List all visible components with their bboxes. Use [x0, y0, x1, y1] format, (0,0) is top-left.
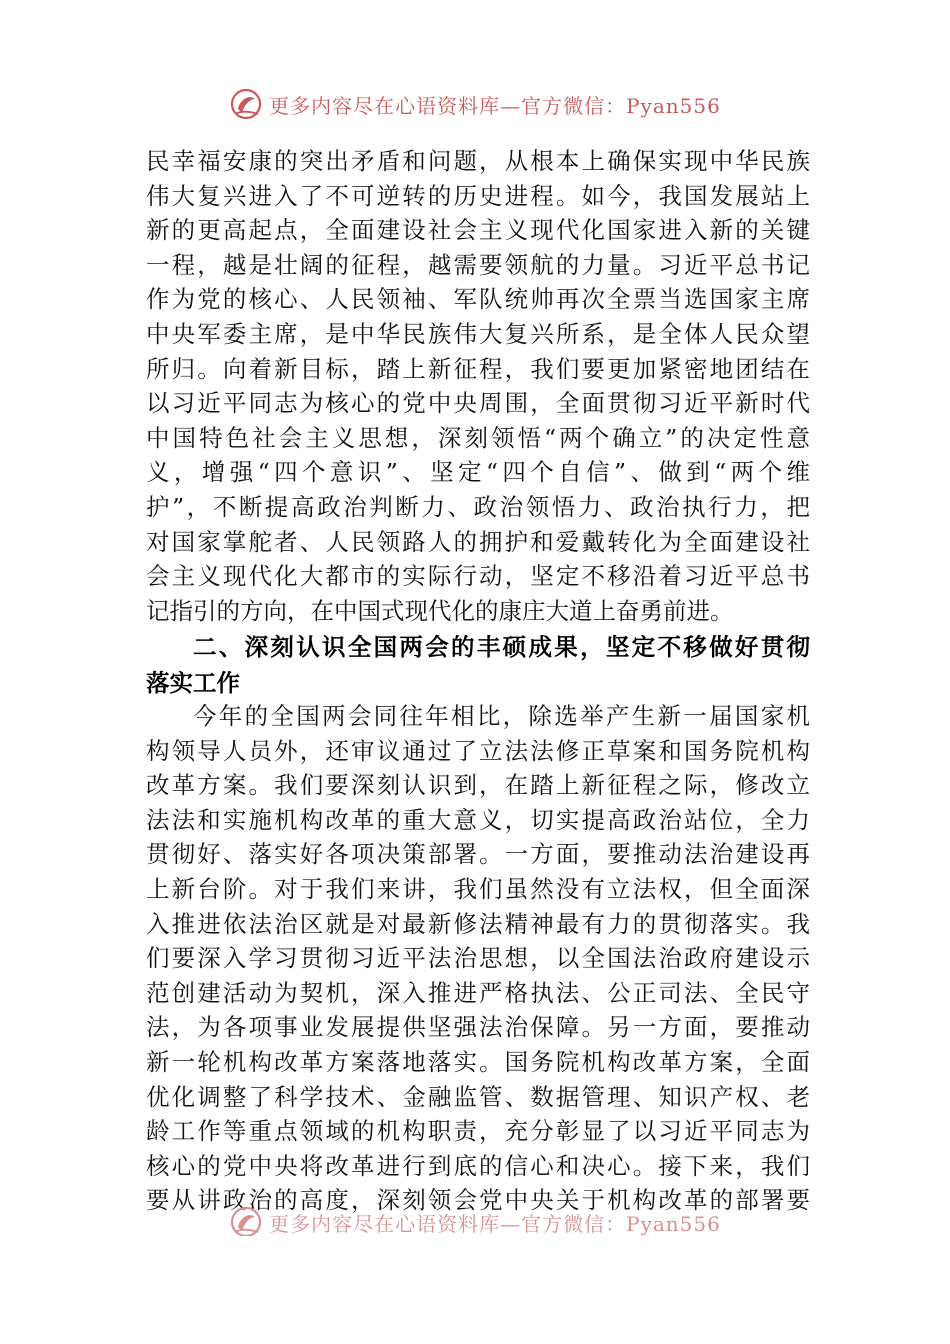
text-line: 对国家掌舵者、人民领路人的拥护和爱戴转化为全面建设社	[146, 527, 810, 556]
text-line: 入推进依法治区就是对最新修法精神最有力的贯彻落实。我	[146, 909, 810, 938]
text-line: 优化调整了科学技术、金融监管、数据管理、知识产权、老	[146, 1082, 810, 1111]
paragraph-2	[146, 699, 810, 1218]
text-line: 今年的全国两会同往年相比，除选举产生新一届国家机	[193, 702, 810, 730]
text-line: 核心的党中央将改革进行到底的信心和决心。接下来，我们	[146, 1151, 810, 1180]
text-line: 中国特色社会主义思想，深刻领悟“两个确立”的决定性意	[146, 423, 810, 452]
text-line: 伟大复兴进入了不可逆转的历史进程。如今，我国发展站上	[146, 181, 810, 210]
header-watermark	[0, 86, 950, 122]
text-line: 改革方案。我们要深刻认识到，在踏上新征程之际，修改立	[146, 771, 810, 800]
text-line: 护”，不断提高政治判断力、政治领悟力、政治执行力，把	[146, 492, 810, 521]
text-line: 范创建活动为契机，深入推进严格执法、公正司法、全民守	[146, 978, 810, 1007]
text-line: 新一轮机构改革方案落地落实。国务院机构改革方案，全面	[146, 1047, 810, 1076]
text-line: 法，为各项事业发展提供坚强法治保障。另一方面，要推动	[146, 1013, 810, 1042]
text-line: 贯彻好、落实好各项决策部署。一方面，要推动法治建设再	[146, 840, 810, 869]
text-line: 记指引的方向，在中国式现代化的康庄大道上奋勇前进。	[146, 596, 734, 625]
watermark-text: 更多内容尽在心语资料库—官方微信：Pyan556	[269, 93, 721, 118]
stamp-logo-icon	[229, 87, 263, 121]
text-line: 中央军委主席，是中华民族伟大复兴所系，是全体人民众望	[146, 319, 810, 348]
footer-watermark	[0, 1206, 950, 1236]
text-line: 会主义现代化大都市的实际行动，坚定不移沿着习近平总书	[146, 562, 810, 591]
text-line: 法法和实施机构改革的重大意义，切实提高政治站位，全力	[146, 805, 810, 834]
text-line: 新的更高起点，全面建设社会主义现代化国家进入新的关键	[146, 216, 810, 245]
section-heading	[146, 629, 810, 701]
text-line: 龄工作等重点领域的机构职责，充分彰显了以习近平同志为	[146, 1117, 810, 1146]
text-line: 要从讲政治的高度，深刻领会党中央关于机构改革的部署要	[146, 1186, 810, 1215]
text-line: 们要深入学习贯彻习近平法治思想，以全国法治政府建设示	[146, 944, 810, 973]
stamp-logo-icon	[229, 1206, 263, 1236]
text-line: 上新台阶。对于我们来讲，我们虽然没有立法权，但全面深	[146, 874, 810, 903]
paragraph-1	[146, 144, 810, 628]
text-line: 以习近平同志为核心的党中央周围，全面贯彻习近平新时代	[146, 389, 810, 418]
heading-line: 二、深刻认识全国两会的丰硕成果，坚定不移做好贯彻	[193, 633, 810, 661]
text-line: 作为党的核心、人民领袖、军队统帅再次全票当选国家主席	[146, 285, 810, 314]
text-line: 构领导人员外，还审议通过了立法法修正草案和国务院机构	[146, 736, 810, 765]
text-line: 一程，越是壮阔的征程，越需要领航的力量。习近平总书记	[146, 250, 810, 279]
text-line: 所归。向着新目标，踏上新征程，我们要更加紧密地团结在	[146, 354, 810, 383]
watermark-text: 更多内容尽在心语资料库—官方微信：Pyan556	[269, 1211, 721, 1236]
heading-line: 落实工作	[146, 669, 240, 697]
text-line: 民幸福安康的突出矛盾和问题，从根本上确保实现中华民族	[146, 147, 810, 175]
text-line: 义，增强“四个意识”、坚定“四个自信”、做到“两个维	[146, 458, 810, 487]
